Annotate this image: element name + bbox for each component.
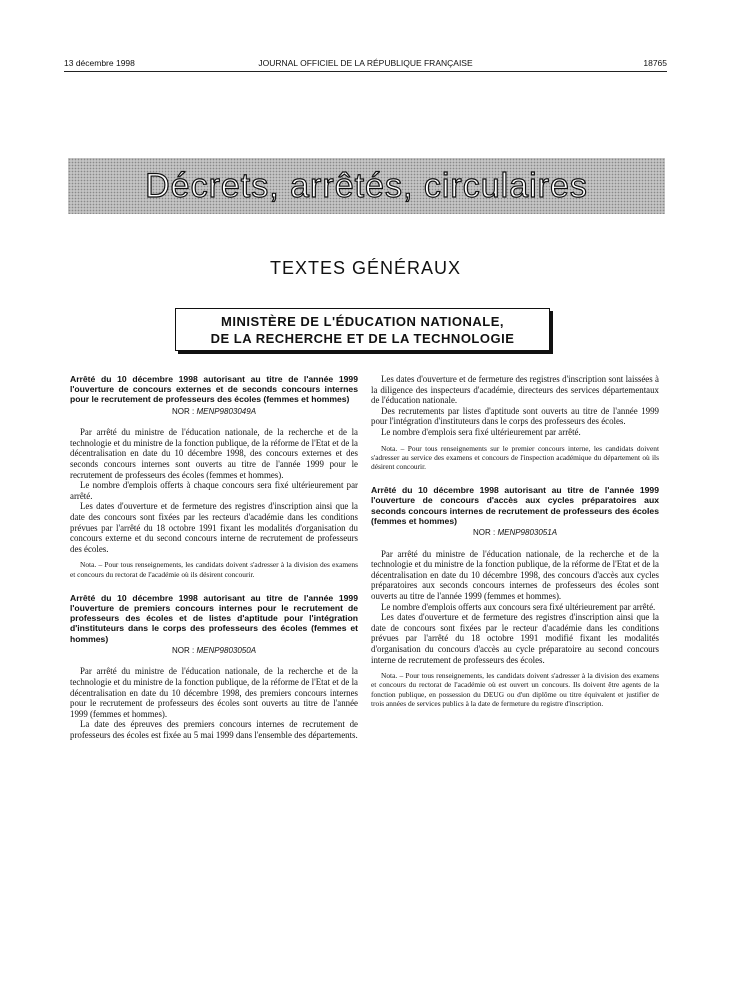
right-column [371,374,659,708]
header-journal: JOURNAL OFFICIEL DE LA RÉPUBLIQUE FRANÇAISE [258,58,473,68]
article-paragraph: Le nombre d'emplois offerts à chaque concours sera fixé ultérieurement par arrêté. [70,480,358,501]
header-date: 13 décembre 1998 [64,58,135,68]
nor-code: MENP9803050A [196,645,257,655]
article-note: Nota. – Pour tous renseignements, les candidats doivent s'adresser à la division des examens et concours du rectorat de l'académie où ils désirent concourir. [70,560,358,579]
article-note: Nota. – Pour tous renseignements, les candidats doivent s'adresser à la division des examens et concours du rectorat de l'académie où est ouvert un concours. Ils doivent être agents de la fonction publique, en possession du DEUG ou d'un diplôme ou titre équivalent et justifier de trois années de services publics à la date de fermeture du registre d'inscription. [371,671,659,708]
left-column [70,374,358,741]
banner-title: Décrets, arrêtés, circulaires [145,167,588,205]
article-title: Arrêté du 10 décembre 1998 autorisant au titre de l'année 1999 l'ouverture de premiers concours internes pour le recrutement de professeurs des écoles et de listes d'aptitude pour l'intégration d'instituteurs dans le corps des professeurs des écoles (femmes et hommes) [70,592,358,644]
nor-reference [70,407,358,418]
nor-code: MENP9803049A [196,406,257,416]
article-paragraph: Par arrêté du ministre de l'éducation nationale, de la recherche et de la technologie et du ministre de la fonction publique, de la réforme de l'Etat et de la décentralisation en date du 10 décembre 1998, des concours d'accès aux cycles préparatoires aux seconds concours internes de professeurs des écoles sont ouverts au titre de l'année 1999 (femmes et hommes). [371,548,659,601]
nor-label: NOR : [171,645,195,655]
article-paragraph: Le nombre d'emplois sera fixé ultérieurement par arrêté. [381,426,581,437]
ministry-line-1: MINISTÈRE DE L'ÉDUCATION NATIONALE, [221,314,504,329]
running-header [64,58,667,72]
ministry-box [175,308,550,351]
article-paragraph: Le nombre d'emplois offerts aux concours sera fixé ultérieurement par arrêté. [381,601,656,612]
article-title: Arrêté du 10 décembre 1998 autorisant au titre de l'année 1999 l'ouverture de concours d'accès aux cycles préparatoires aux seconds concours internes de recrutement de professeurs des écoles (femmes et hommes) [371,485,659,526]
article-paragraph: La date des épreuves des premiers concours internes de recrutement de professeurs des écoles est fixée au 5 mai 1999 dans l'ensemble des départements. [70,719,358,740]
article-note: Nota. – Pour tous renseignements sur le premier concours interne, les candidats doivent s'adresser au service des examens et concours de l'inspection académique du département où ils désirent concourir. [371,443,659,471]
article-3 [371,485,659,708]
nor-code: MENP9803051A [497,527,558,537]
header-rule [64,71,667,72]
article-paragraph: Par arrêté du ministre de l'éducation nationale, de la recherche et de la technologie et du ministre de la fonction publique, de la réforme de l'Etat et de la décentralisation en date du 10 décembre 1998, des concours externes et des seconds concours internes sont ouverts au titre de l'année 1999 pour le recrutement de professeurs des écoles (femmes et hommes). [70,427,358,480]
nor-label: NOR : [171,406,195,416]
article-paragraph: Les dates d'ouverture et de fermeture des registres d'inscription ainsi que la date des concours sont fixées par les recteurs d'académie dans les conditions prévues par l'arrêté du 18 octobre 1991 fixant les modalités d'organisation du concours externe et du second concours interne de recrutement de professeurs des écoles. [70,501,358,554]
article-2-continuation [371,374,659,471]
section-title: TEXTES GÉNÉRAUX [269,258,462,278]
article-paragraph: Les dates d'ouverture et de fermeture des registres d'inscription ainsi que la date de concours sont fixées par le recteur d'académie dans les conditions prévues par l'arrêté du 18 octobre 1991 modifié fixant les modalités d'organisation du concours d'accès au cycle préparatoire au second concours interne de recrutement de professeurs des écoles. [371,612,659,665]
header-page-number: 18765 [643,58,667,68]
article-paragraph: Par arrêté du ministre de l'éducation nationale, de la recherche et de la technologie et du ministre de la fonction publique, de la réforme de l'Etat et de la décentralisation en date du 10 décembre 1998, des premiers concours internes pour le recrutement de professeurs des écoles sont ouverts au titre de l'année 1999 (femmes et hommes). [70,666,358,719]
ministry-line-2: DE LA RECHERCHE ET DE LA TECHNOLOGIE [210,331,515,346]
nor-reference [70,646,358,657]
nor-label: NOR : [472,527,496,537]
article-paragraph: Des recrutements par listes d'aptitude sont ouverts au titre de l'année 1999 pour l'intégration d'instituteurs dans le corps des professeurs des écoles. [371,405,659,427]
article-2 [70,593,358,741]
nor-reference [371,528,659,539]
article-1 [70,374,358,579]
article-title: Arrêté du 10 décembre 1998 autorisant au titre de l'année 1999 l'ouverture de concours externes et de seconds concours internes pour le recrutement de professeurs des écoles (femmes et hommes) [70,374,358,405]
article-paragraph: Les dates d'ouverture et de fermeture des registres d'inscription sont laissées à la diligence des inspecteurs d'académie, directeurs des services départementaux de l'éducation nationale. [371,374,659,406]
